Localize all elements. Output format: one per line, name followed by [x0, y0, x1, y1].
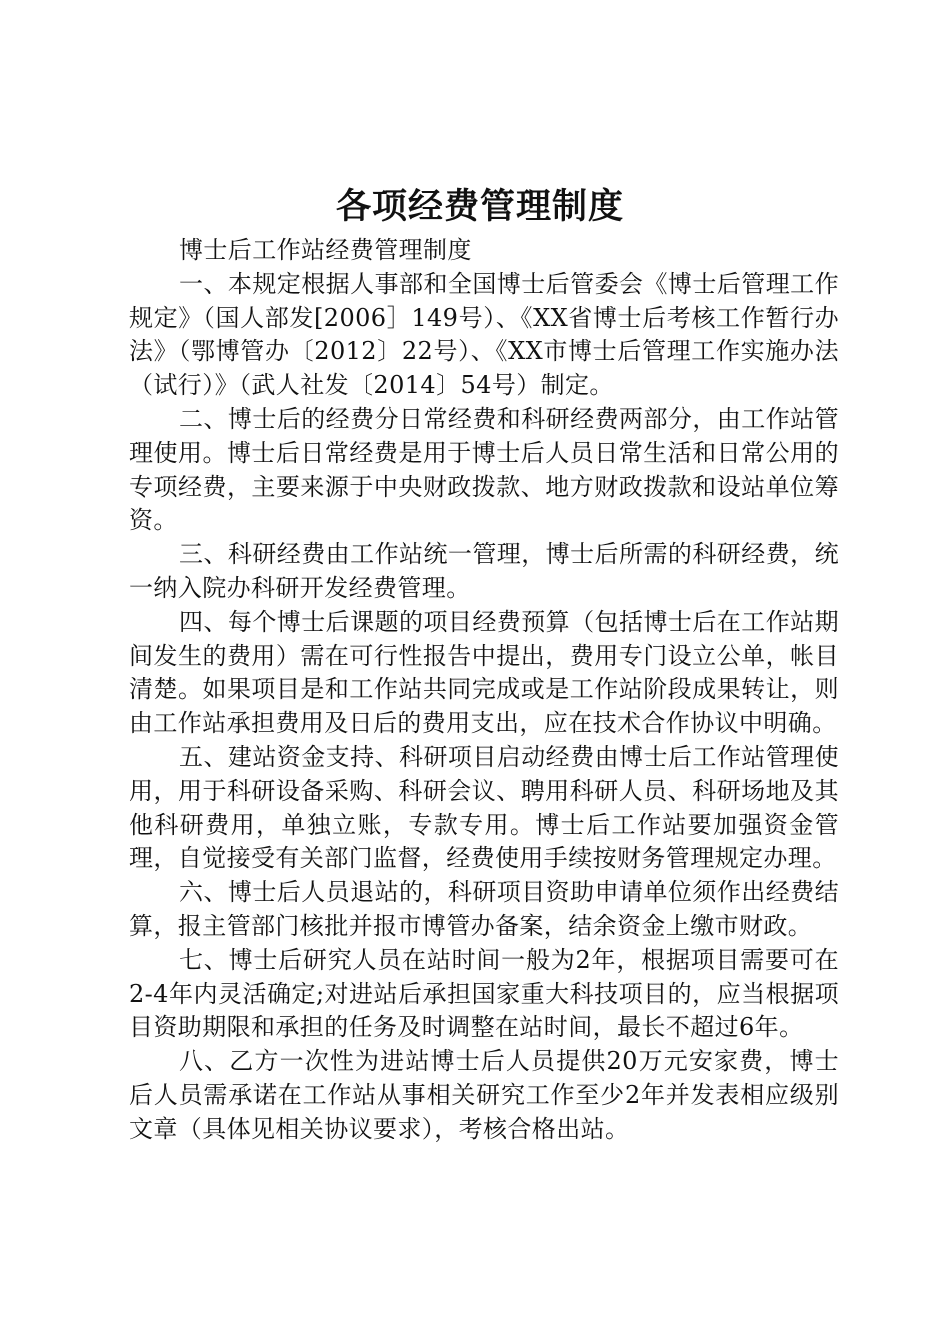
subtitle-paragraph: 博士后工作站经费管理制度 — [179, 236, 472, 264]
paragraph-8: 八、乙方一次性为进站博士后人员提供20万元安家费，博士后人员需承诺在工作站从事相关研究工作至少2年并发表相应级别文章（具体见相关协议要求），考核合格出站。 — [129, 1047, 839, 1143]
paragraph-3: 三、科研经费由工作站统一管理，博士后所需的科研经费，统一纳入院办科研开发经费管理。 — [129, 540, 839, 602]
paragraph-4: 四、每个博士后课题的项目经费预算（包括博士后在工作站期间发生的费用）需在可行性报告中提出，费用专门设立公单，帐目清楚。如果项目是和工作站共同完成或是工作站阶段成果转让，则由工作站承担费用及日后的费用支出，应在技术合作协议中明确。 — [129, 607, 839, 738]
paragraph-5: 五、建站资金支持、科研项目启动经费由博士后工作站管理使用，用于科研设备采购、科研会议、聘用科研人员、科研场地及其他科研费用，单独立账，专款专用。博士后工作站要加强资金管理，自觉接受有关部门监督，经费使用手续按财务管理规定办理。 — [129, 742, 839, 873]
paragraph-7: 七、博士后研究人员在站时间一般为2年，根据项目需要可在2-4年内灵活确定;对进站后承担国家重大科技项目的，应当根据项目资助期限和承担的任务及时调整在站时间，最长不超过6年。 — [129, 945, 839, 1042]
paragraph-2: 二、博士后的经费分日常经费和科研经费两部分，由工作站管理使用。博士后日常经费是用于博士后人员日常生活和日常公用的专项经费，主要来源于中央财政拨款、地方财政拨款和设站单位筹资。 — [129, 404, 839, 535]
document-title: 各项经费管理制度 — [335, 187, 624, 227]
paragraph-1: 一、本规定根据人事部和全国博士后管委会《博士后管理工作规定》（国人部发[2006］149号）、《XX省博士后考核工作暂行办法》（鄂博管办〔2012〕22号）、《XX市博士后管理工作实施办法（试行）》（武人社发〔2014〕54号）制定。 — [129, 269, 839, 400]
paragraph-6: 六、博士后人员退站的，科研项目资助申请单位须作出经费结算，报主管部门核批并报市博管办备案，结余资金上缴市财政。 — [129, 878, 839, 940]
document-body — [129, 234, 839, 1147]
